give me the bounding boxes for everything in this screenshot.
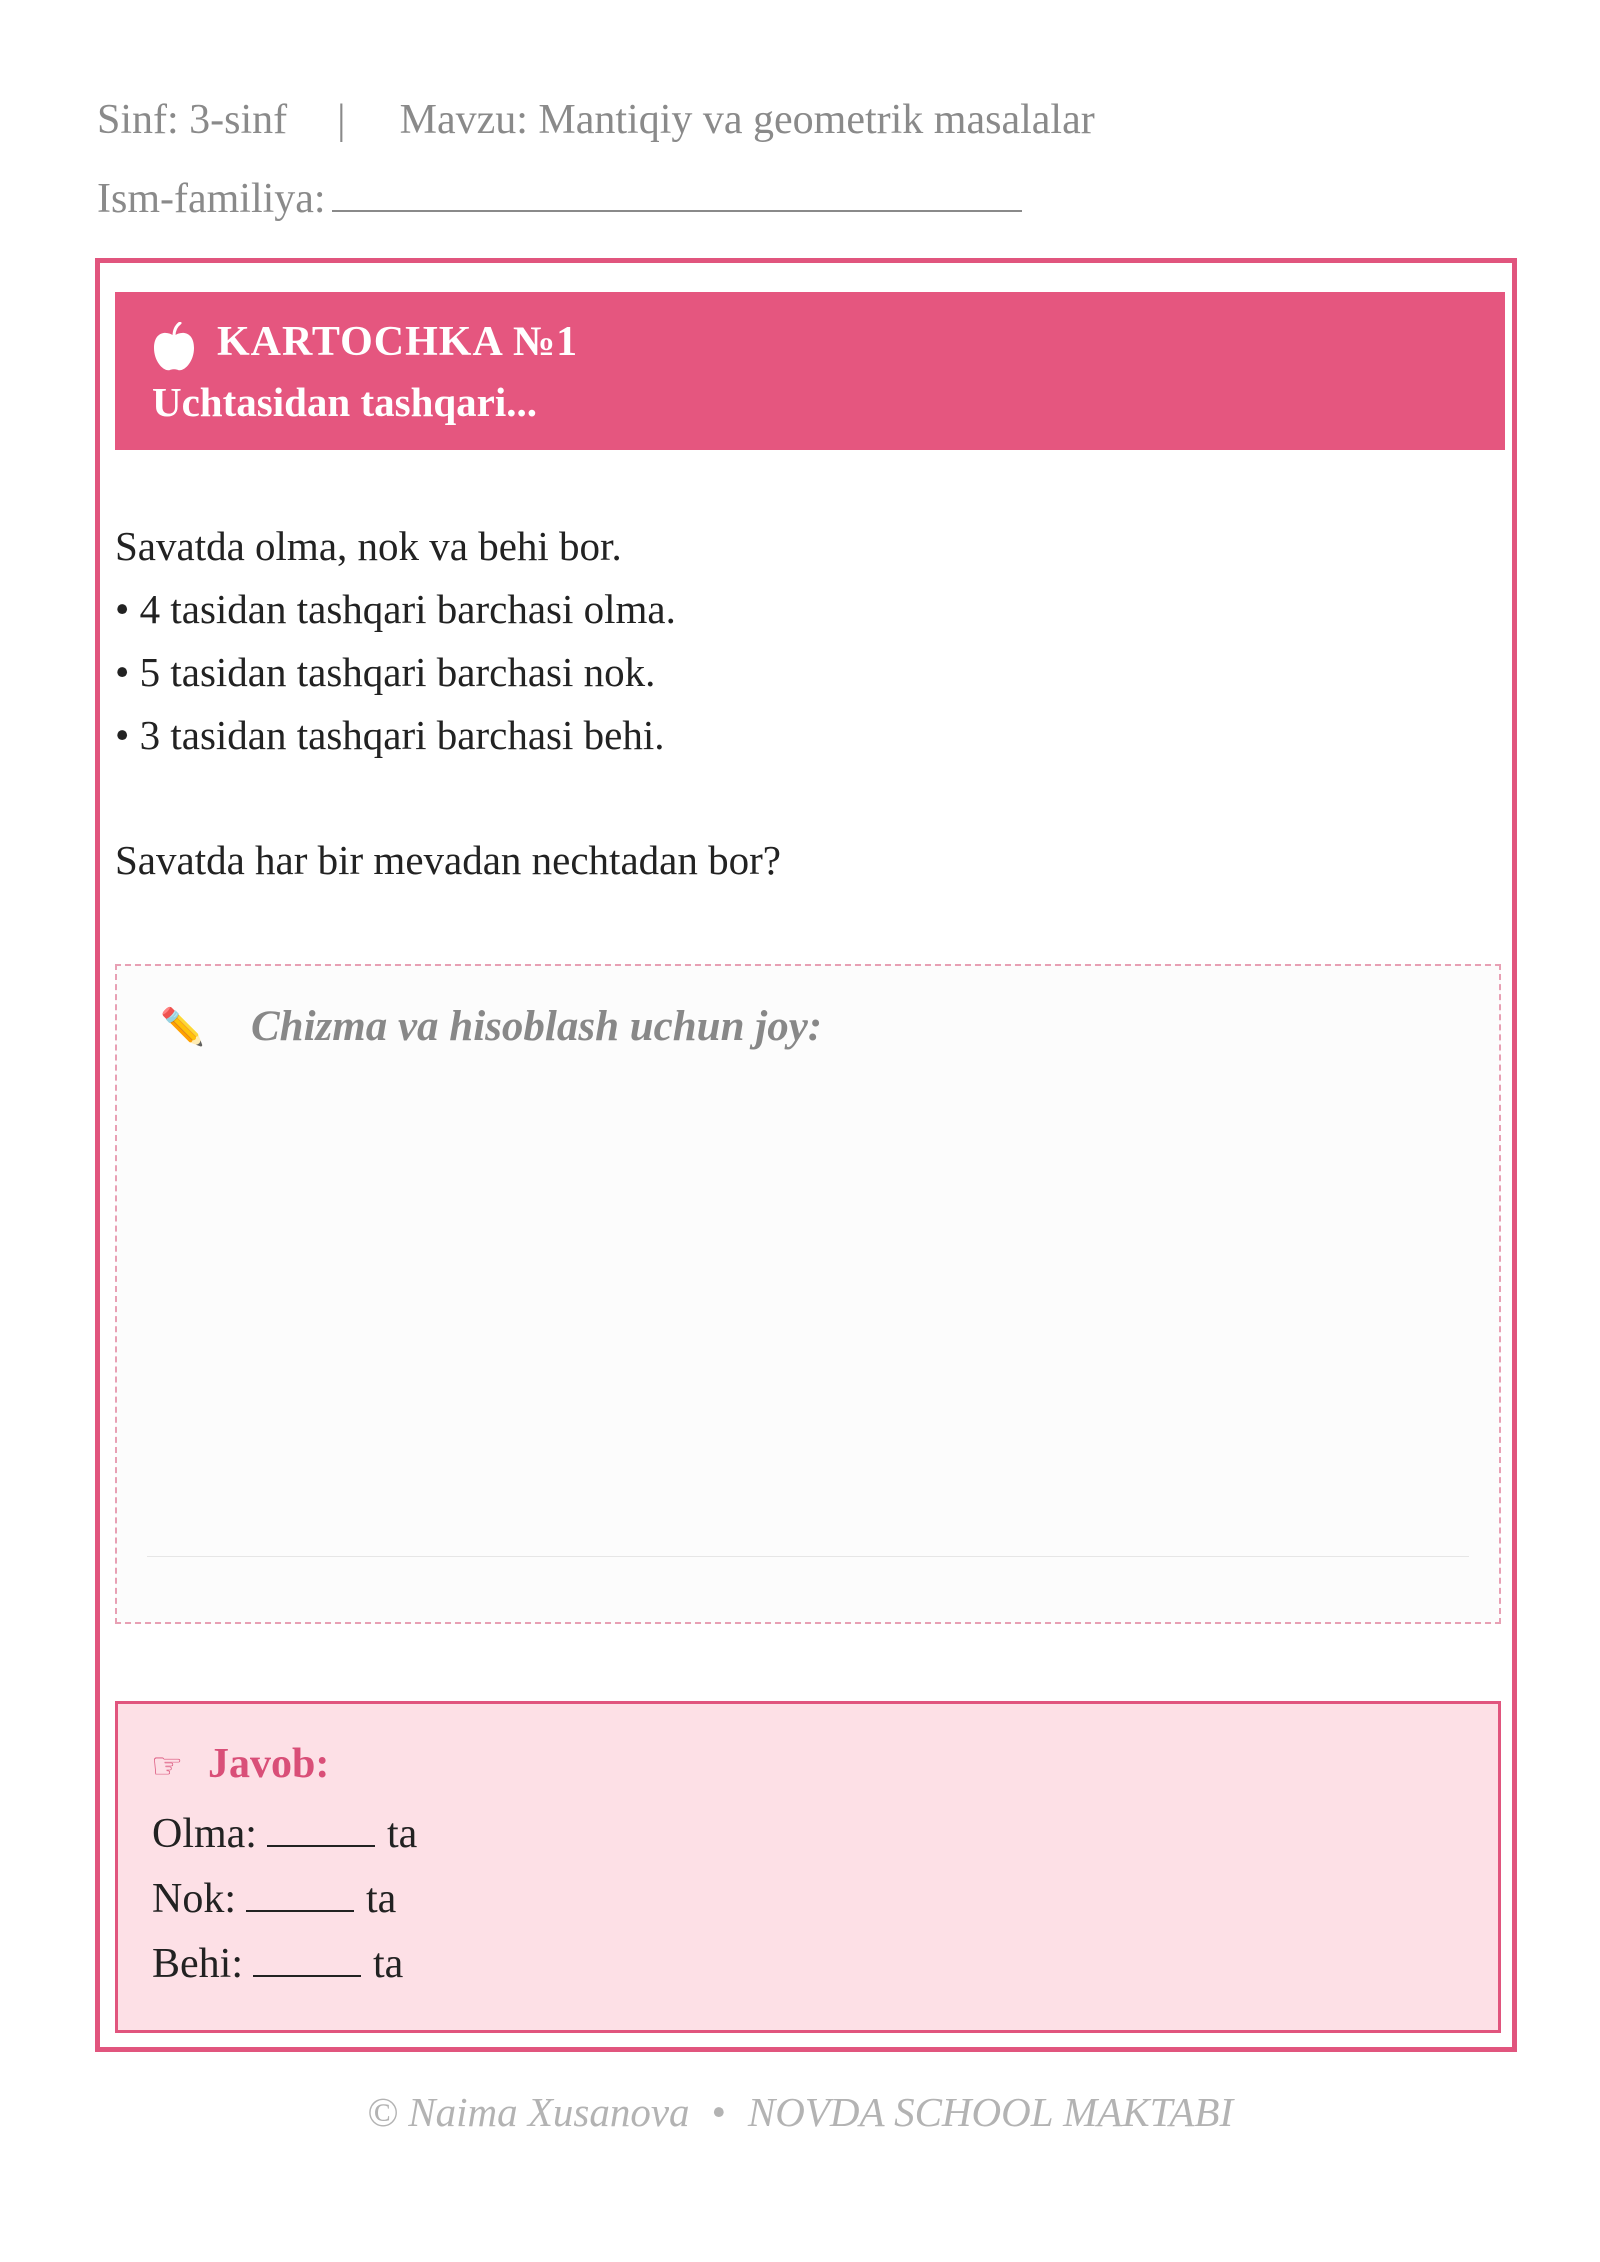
answer-blank-behi[interactable] <box>253 1941 361 1977</box>
meta-separator: | <box>337 97 346 143</box>
pointing-hand-icon: ☞ <box>151 1746 184 1787</box>
answer-unit: ta <box>366 1876 397 1922</box>
footer-author: © Naima Xusanova <box>366 2089 690 2135</box>
worksheet-meta <box>97 96 1095 144</box>
answer-blank-nok[interactable] <box>246 1876 354 1912</box>
card-header <box>115 292 1505 450</box>
drawing-workspace[interactable] <box>115 964 1501 1624</box>
problem-bullet-2: • 5 tasidan tashqari barchasi nok. <box>115 649 656 695</box>
workspace-label: Chizma va hisoblash uchun joy: <box>251 1003 823 1050</box>
footer <box>0 2088 1600 2136</box>
footer-separator: • <box>711 2089 726 2135</box>
problem-bullet-1: • 4 tasidan tashqari barchasi olma. <box>115 586 676 632</box>
topic-label: Mavzu: Mantiqiy va geometrik masalalar <box>399 97 1095 143</box>
problem-intro: Savatda olma, nok va behi bor. <box>115 523 622 569</box>
name-label: Ism-familiya: <box>97 176 326 222</box>
answer-unit: ta <box>386 1811 418 1857</box>
pencil-icon: ✏️ <box>160 1007 205 1048</box>
apple-icon <box>152 322 196 372</box>
workspace-divider <box>147 1556 1469 1557</box>
answer-row-behi <box>152 1940 403 1988</box>
problem-question: Savatda har bir mevadan nechtadan bor? <box>115 837 781 883</box>
footer-school: NOVDA SCHOOL MAKTABI <box>747 2089 1234 2135</box>
answer-label: Behi: <box>152 1941 243 1987</box>
name-input-line[interactable] <box>332 172 1022 212</box>
card-title: KARTOCHKA №1 <box>217 319 579 365</box>
answer-unit: ta <box>373 1941 404 1987</box>
answer-label: Nok: <box>152 1876 236 1922</box>
card-subtitle: Uchtasidan tashqari... <box>152 379 538 425</box>
answer-row-olma <box>152 1810 417 1858</box>
answer-title: Javob: <box>208 1741 330 1787</box>
answer-box <box>115 1701 1501 2033</box>
answer-label: Olma: <box>152 1811 257 1857</box>
answer-blank-olma[interactable] <box>267 1811 375 1847</box>
problem-bullet-3: • 3 tasidan tashqari barchasi behi. <box>115 712 665 758</box>
class-label: Sinf: 3-sinf <box>97 97 288 143</box>
answer-row-nok <box>152 1875 396 1923</box>
name-row <box>97 172 1022 223</box>
